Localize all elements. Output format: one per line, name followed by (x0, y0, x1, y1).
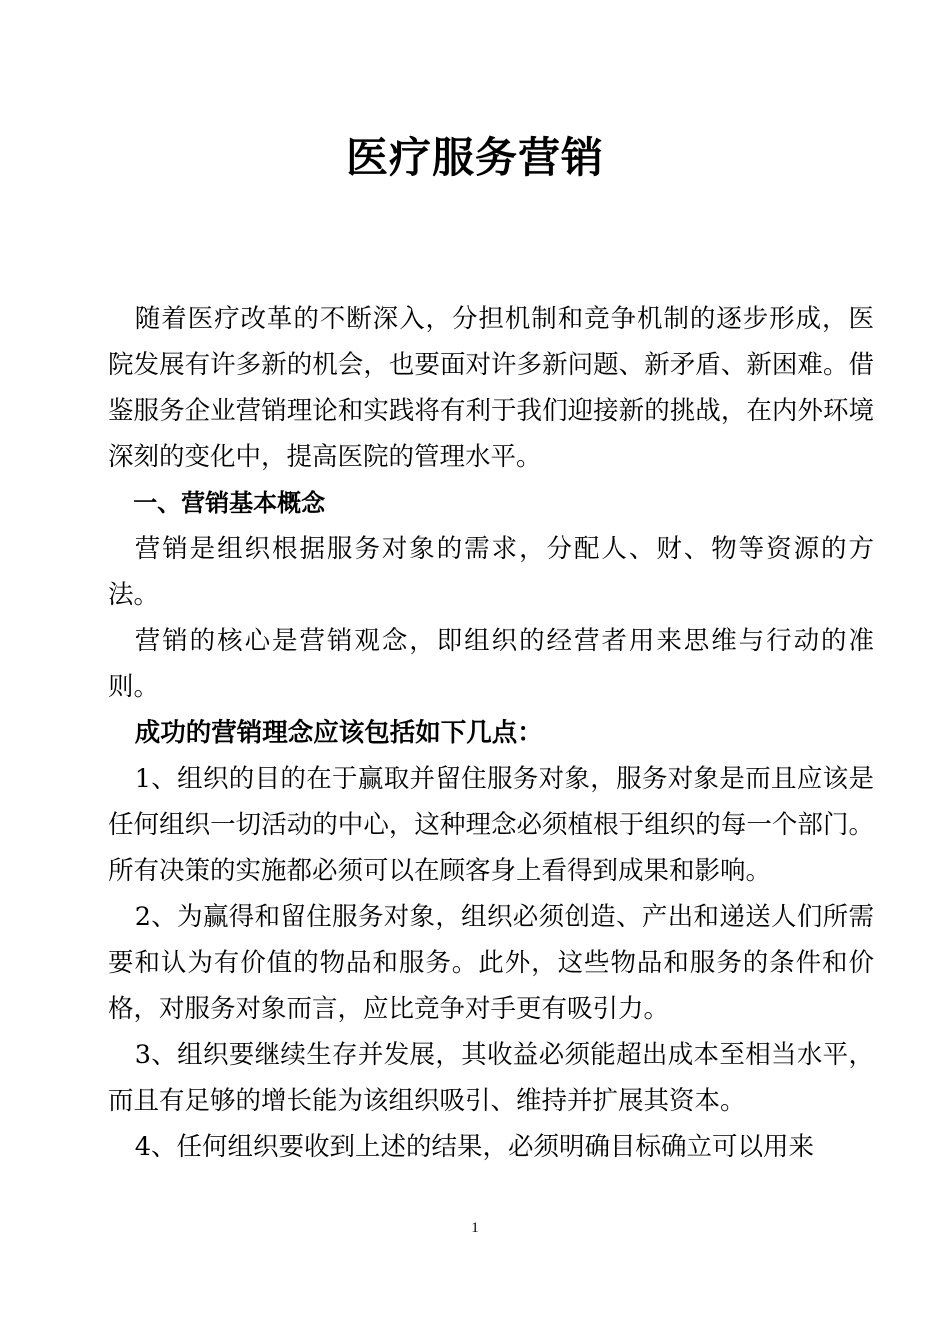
point-4-paragraph: 4、任何组织要收到上述的结果，必须明确目标确立可以用来 (134, 1132, 814, 1162)
document-body (108, 296, 874, 1170)
core-concept-paragraph: 营销的核心是营销观念，即组织的经营者用来思维与行动的准则。 (108, 626, 874, 702)
section-heading: 一、营销基本概念 (133, 489, 326, 517)
sub-heading: 成功的营销理念应该包括如下几点： (134, 718, 543, 748)
definition-paragraph: 营销是组织根据服务对象的需求，分配人、财、物等资源的方法。 (108, 534, 874, 610)
intro-paragraph: 随着医疗改革的不断深入，分担机制和竞争机制的逐步形成，医院发展有许多新的机会，也要面对许多新问题、新矛盾、新困难。借鉴服务企业营销理论和实践将有利于我们迎接新的挑战，在内外环境深刻的变化中，提高医院的管理水平。 (108, 304, 874, 472)
point-1-paragraph: 1、组织的目的在于赢取并留住服务对象，服务对象是而且应该是任何组织一切活动的中心，这种理念必须植根于组织的每一个部门。所有决策的实施都必须可以在顾客身上看得到成果和影响。 (108, 764, 874, 886)
page-number: 1 (471, 1220, 479, 1236)
point-2-paragraph: 2、为赢得和留住服务对象，组织必须创造、产出和递送人们所需要和认为有价值的物品和服务。此外，这些物品和服务的条件和价格，对服务对象而言，应比竞争对手更有吸引力。 (108, 902, 874, 1024)
document-title: 医疗服务营销 (345, 133, 604, 182)
point-3-paragraph: 3、组织要继续生存并发展，其收益必须能超出成本至相当水平，而且有足够的增长能为该组织吸引、维持并扩展其资本。 (108, 1040, 874, 1116)
